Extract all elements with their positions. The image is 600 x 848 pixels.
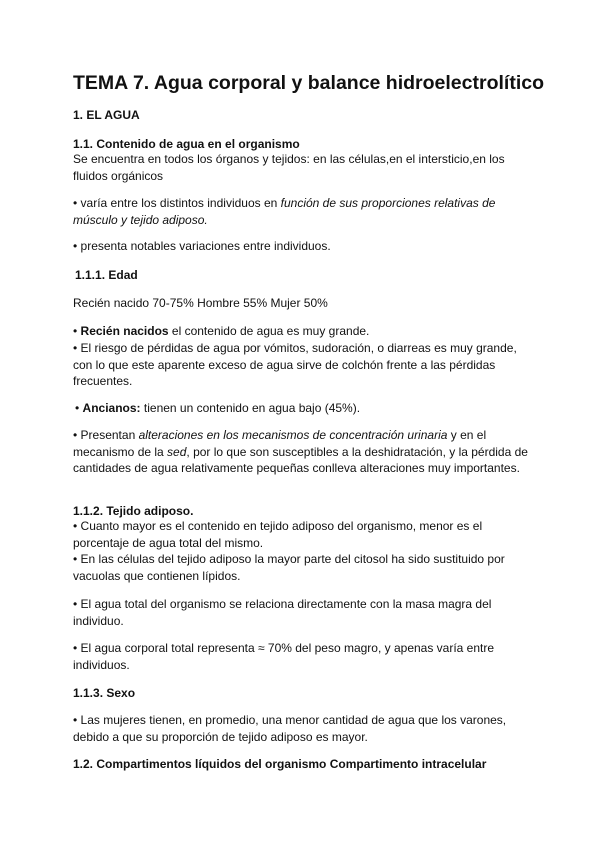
bullet-tejido-1: • Cuanto mayor es el contenido en tejido adiposo del organismo, menor es el porcentaje de agua total del mismo.	[73, 519, 483, 550]
title-number: TEMA 7.	[73, 72, 150, 94]
subsection-heading-contenido: 1.1. Contenido de agua en el organismo	[73, 137, 300, 151]
paragraph-edad-percentages: Recién nacido 70-75% Hombre 55% Mujer 50%	[73, 296, 328, 310]
heading-tejido-adiposo: 1.1.2. Tejido adiposo.	[73, 504, 194, 518]
bullet-marker: •	[75, 401, 83, 415]
ancianos-label: Ancianos:	[82, 401, 141, 415]
bullet-riesgo-perdidas: • El riesgo de pérdidas de agua por vómitos, sudoración, o diarreas es muy grande, con lo que este aparente exceso de agua sirve de colchón frente a las pérdidas frecuentes.	[73, 341, 517, 388]
recien-nacidos-label: Recién nacidos	[80, 324, 169, 338]
bullet-marker: •	[73, 324, 81, 338]
bullet-varia-text: • varía entre los distintos individuos en	[73, 196, 281, 210]
presentan-text-1: • Presentan	[73, 428, 139, 442]
paragraph-contenido: Se encuentra en todos los órganos y tejidos: en las células,en el intersticio,en los fluidos orgánicos	[73, 152, 505, 183]
heading-edad: 1.1.1. Edad	[75, 268, 138, 282]
bullet-sexo: • Las mujeres tienen, en promedio, una menor cantidad de agua que los varones, debido a que su proporción de tejido adiposo es mayor.	[73, 713, 507, 744]
bullet-varia	[73, 195, 533, 228]
presentan-text-3: , por lo que son susceptibles a la deshidratación, y la pérdida de cantidades de agua relativamente pequeñas conlleva alteraciones muy importantes.	[73, 444, 528, 475]
ancianos-text: tienen un contenido en agua bajo (45%).	[140, 401, 361, 415]
heading-sexo: 1.1.3. Sexo	[73, 686, 136, 700]
bullet-varia-emphasis: función de sus proporciones relativas de músculo y tejido adiposo.	[73, 196, 496, 227]
title-text: Agua corporal y balance hidroelectrolítico	[149, 72, 544, 94]
bullet-recien-nacidos	[73, 323, 533, 340]
presentan-text-2: y en el mecanismo de la	[73, 428, 487, 459]
recien-nacidos-text: el contenido de agua es muy grande.	[168, 324, 370, 338]
bullet-tejido-4: • El agua corporal total representa ≈ 70% del peso magro, y apenas varía entre individuos.	[73, 641, 495, 672]
section-heading-el-agua: 1. EL AGUA	[73, 108, 140, 122]
bullet-tejido-3: • El agua total del organismo se relaciona directamente con la masa magra del individuo.	[73, 597, 492, 628]
heading-compartimentos: 1.2. Compartimentos líquidos del organismo Compartimento intracelular	[73, 757, 487, 771]
presentan-emphasis-1: alteraciones en los mecanismos de concentración urinaria	[138, 428, 448, 442]
presentan-emphasis-2: sed	[167, 444, 187, 459]
bullet-tejido-2: • En las células del tejido adiposo la mayor parte del citosol ha sido sustituido por vacuolas que contienen lípidos.	[73, 552, 505, 583]
document-title	[73, 72, 544, 95]
bullet-ancianos	[75, 400, 535, 417]
bullet-presentan	[73, 427, 533, 477]
bullet-variaciones: • presenta notables variaciones entre individuos.	[73, 239, 331, 253]
